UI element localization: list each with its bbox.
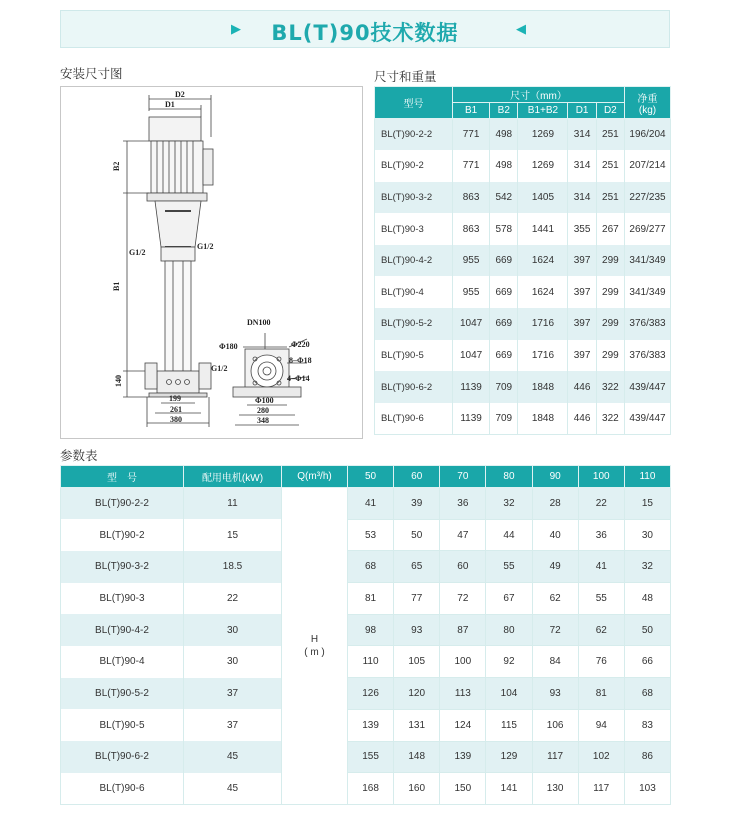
- head-unit-cell: [282, 488, 348, 805]
- b2-cell: 498: [490, 119, 518, 151]
- table-row: [375, 150, 671, 182]
- model-cell: BL(T)90-6: [61, 773, 184, 805]
- b1-cell: 863: [453, 182, 490, 214]
- b1-cell: 1047: [453, 308, 490, 340]
- table-row: [61, 551, 671, 583]
- head-value-cell: 139: [440, 741, 486, 773]
- b2-cell: 669: [490, 245, 518, 277]
- model-cell: BL(T)90-2-2: [375, 119, 453, 151]
- head-value-cell: 66: [624, 646, 670, 678]
- weight-cell: 269/277: [625, 213, 671, 245]
- head-value-cell: 87: [440, 614, 486, 646]
- head-value-cell: 44: [486, 519, 532, 551]
- head-value-cell: 40: [532, 519, 578, 551]
- label-261: 261: [170, 405, 182, 414]
- head-value-cell: 84: [532, 646, 578, 678]
- col-weight-header: [625, 87, 671, 119]
- label-g-right: G1/2: [197, 242, 214, 251]
- page-title: BL(T)90技术数据: [271, 21, 459, 45]
- table-row: [375, 403, 671, 435]
- b1-cell: 955: [453, 245, 490, 277]
- label-b2: B2: [112, 161, 121, 171]
- b1b2-cell: 1624: [518, 276, 568, 308]
- model-cell: BL(T)90-3-2: [61, 551, 184, 583]
- table-row: [61, 741, 671, 773]
- head-value-cell: 105: [394, 646, 440, 678]
- label-phi100: Φ100: [255, 396, 274, 405]
- d2-cell: 267: [596, 213, 624, 245]
- b2-cell: 578: [490, 213, 518, 245]
- weight-cell: 196/204: [625, 119, 671, 151]
- head-value-cell: 106: [532, 709, 578, 741]
- label-dn100: DN100: [247, 318, 271, 327]
- head-value-cell: 41: [348, 488, 394, 520]
- motor-cell: 37: [184, 678, 282, 710]
- b1-cell: 1139: [453, 403, 490, 435]
- d1-cell: 314: [568, 182, 596, 214]
- d2-cell: 322: [596, 403, 624, 435]
- model-cell: BL(T)90-2-2: [61, 488, 184, 520]
- head-value-cell: 55: [486, 551, 532, 583]
- head-value-cell: 129: [486, 741, 532, 773]
- table-row: [375, 340, 671, 372]
- head-value-cell: 53: [348, 519, 394, 551]
- label-phi220: Φ220: [291, 340, 310, 349]
- b1b2-cell: 1269: [518, 119, 568, 151]
- b1b2-cell: 1405: [518, 182, 568, 214]
- table-row: [61, 678, 671, 710]
- head-value-cell: 72: [532, 614, 578, 646]
- motor-cell: 45: [184, 773, 282, 805]
- head-value-cell: 102: [578, 741, 624, 773]
- weight-cell: 376/383: [625, 340, 671, 372]
- table-row: [375, 182, 671, 214]
- label-8-phi18: 8–Φ18: [289, 356, 312, 365]
- col-flow-60-header: 60: [394, 466, 440, 488]
- b1-cell: 863: [453, 213, 490, 245]
- label-d1: D1: [165, 100, 175, 109]
- b2-cell: 709: [490, 403, 518, 435]
- head-value-cell: 115: [486, 709, 532, 741]
- head-value-cell: 131: [394, 709, 440, 741]
- weight-header-label: 净重: [637, 93, 658, 105]
- motor-cell: 15: [184, 519, 282, 551]
- head-value-cell: 50: [624, 614, 670, 646]
- label-d2: D2: [175, 90, 185, 99]
- head-value-cell: 93: [394, 614, 440, 646]
- label-phi180: Φ180: [219, 342, 238, 351]
- d2-cell: 251: [596, 182, 624, 214]
- b2-cell: 669: [490, 308, 518, 340]
- model-cell: BL(T)90-2: [61, 519, 184, 551]
- head-value-cell: 50: [394, 519, 440, 551]
- head-value-cell: 48: [624, 583, 670, 615]
- model-cell: BL(T)90-6-2: [375, 371, 453, 403]
- col-flow-header: Q(m³/h): [282, 466, 348, 488]
- col-d2-header: D2: [596, 103, 624, 119]
- table-row: [375, 308, 671, 340]
- weight-cell: 207/214: [625, 150, 671, 182]
- model-cell: BL(T)90-4: [375, 276, 453, 308]
- col-model-header: 型号: [375, 87, 453, 119]
- table-row: [375, 213, 671, 245]
- b2-cell: 709: [490, 371, 518, 403]
- head-value-cell: 92: [486, 646, 532, 678]
- d1-cell: 314: [568, 119, 596, 151]
- label-280: 280: [257, 406, 269, 415]
- d1-cell: 355: [568, 213, 596, 245]
- head-value-cell: 28: [532, 488, 578, 520]
- arrow-right-icon: ▶: [231, 21, 241, 36]
- title-bar: [60, 10, 670, 48]
- col-d1-header: D1: [568, 103, 596, 119]
- table-row: [61, 773, 671, 805]
- col-flow-100-header: 100: [578, 466, 624, 488]
- model-cell: BL(T)90-6: [375, 403, 453, 435]
- head-value-cell: 104: [486, 678, 532, 710]
- head-value-cell: 103: [624, 773, 670, 805]
- d2-cell: 299: [596, 308, 624, 340]
- weight-cell: 439/447: [625, 371, 671, 403]
- b1-cell: 1139: [453, 371, 490, 403]
- motor-cell: 45: [184, 741, 282, 773]
- head-value-cell: 148: [394, 741, 440, 773]
- model-cell: BL(T)90-2: [375, 150, 453, 182]
- head-unit-suffix: ( m ): [304, 646, 325, 658]
- table-row: [61, 488, 671, 520]
- d1-cell: 446: [568, 371, 596, 403]
- d1-cell: 314: [568, 150, 596, 182]
- col-model-header: 型 号: [61, 466, 184, 488]
- d1-cell: 397: [568, 340, 596, 372]
- col-flow-70-header: 70: [440, 466, 486, 488]
- head-value-cell: 110: [348, 646, 394, 678]
- d2-cell: 299: [596, 276, 624, 308]
- weight-cell: 439/447: [625, 403, 671, 435]
- model-cell: BL(T)90-5: [375, 340, 453, 372]
- d2-cell: 299: [596, 245, 624, 277]
- motor-cell: 18.5: [184, 551, 282, 583]
- col-flow-80-header: 80: [486, 466, 532, 488]
- table-row: [61, 583, 671, 615]
- d1-cell: 397: [568, 276, 596, 308]
- label-348: 348: [257, 416, 269, 425]
- label-140: 140: [114, 375, 123, 387]
- model-cell: BL(T)90-3-2: [375, 182, 453, 214]
- model-cell: BL(T)90-3: [61, 583, 184, 615]
- table-row: [375, 245, 671, 277]
- b1b2-cell: 1848: [518, 403, 568, 435]
- head-value-cell: 68: [348, 551, 394, 583]
- d1-cell: 397: [568, 308, 596, 340]
- d2-cell: 251: [596, 119, 624, 151]
- install-dims-heading: 安装尺寸图: [60, 67, 123, 81]
- arrow-left-icon: ◀: [516, 21, 526, 36]
- head-value-cell: 32: [486, 488, 532, 520]
- head-value-cell: 150: [440, 773, 486, 805]
- head-unit-label: H: [310, 633, 319, 645]
- motor-cell: 11: [184, 488, 282, 520]
- head-value-cell: 100: [440, 646, 486, 678]
- head-value-cell: 81: [578, 678, 624, 710]
- model-cell: BL(T)90-5-2: [375, 308, 453, 340]
- head-value-cell: 168: [348, 773, 394, 805]
- head-value-cell: 80: [486, 614, 532, 646]
- head-value-cell: 15: [624, 488, 670, 520]
- table-row: [375, 276, 671, 308]
- model-cell: BL(T)90-3: [375, 213, 453, 245]
- head-value-cell: 93: [532, 678, 578, 710]
- b1b2-cell: 1716: [518, 340, 568, 372]
- table-row: [375, 119, 671, 151]
- b2-cell: 669: [490, 276, 518, 308]
- motor-cell: 37: [184, 709, 282, 741]
- head-value-cell: 22: [578, 488, 624, 520]
- b1-cell: 955: [453, 276, 490, 308]
- d2-cell: 299: [596, 340, 624, 372]
- col-size-header: 尺寸（mm）: [453, 87, 625, 103]
- col-flow-90-header: 90: [532, 466, 578, 488]
- label-199: 199: [169, 394, 181, 403]
- col-motor-header: 配用电机(kW): [184, 466, 282, 488]
- b1b2-cell: 1624: [518, 245, 568, 277]
- head-value-cell: 86: [624, 741, 670, 773]
- col-b1-b2-header: B1+B2: [518, 103, 568, 119]
- table-row: [61, 646, 671, 678]
- table-row: [61, 709, 671, 741]
- head-value-cell: 139: [348, 709, 394, 741]
- head-value-cell: 32: [624, 551, 670, 583]
- head-value-cell: 155: [348, 741, 394, 773]
- weight-cell: 376/383: [625, 308, 671, 340]
- head-value-cell: 76: [578, 646, 624, 678]
- b1-cell: 771: [453, 150, 490, 182]
- head-value-cell: 55: [578, 583, 624, 615]
- head-value-cell: 77: [394, 583, 440, 615]
- table-row: [61, 519, 671, 551]
- model-cell: BL(T)90-5: [61, 709, 184, 741]
- d2-cell: 322: [596, 371, 624, 403]
- head-value-cell: 94: [578, 709, 624, 741]
- b2-cell: 498: [490, 150, 518, 182]
- b1b2-cell: 1269: [518, 150, 568, 182]
- head-value-cell: 60: [440, 551, 486, 583]
- head-value-cell: 30: [624, 519, 670, 551]
- head-value-cell: 62: [578, 614, 624, 646]
- head-value-cell: 98: [348, 614, 394, 646]
- weight-cell: 227/235: [625, 182, 671, 214]
- head-value-cell: 62: [532, 583, 578, 615]
- motor-cell: 30: [184, 614, 282, 646]
- label-380: 380: [170, 415, 182, 424]
- head-value-cell: 81: [348, 583, 394, 615]
- col-b1-header: B1: [453, 103, 490, 119]
- label-b1: B1: [112, 281, 121, 291]
- weight-cell: 341/349: [625, 245, 671, 277]
- col-flow-50-header: 50: [348, 466, 394, 488]
- b1b2-cell: 1848: [518, 371, 568, 403]
- pump-drawing: [61, 87, 364, 440]
- b2-cell: 542: [490, 182, 518, 214]
- head-value-cell: 41: [578, 551, 624, 583]
- model-cell: BL(T)90-6-2: [61, 741, 184, 773]
- b1b2-cell: 1716: [518, 308, 568, 340]
- head-value-cell: 72: [440, 583, 486, 615]
- head-value-cell: 117: [532, 741, 578, 773]
- head-value-cell: 160: [394, 773, 440, 805]
- b1-cell: 771: [453, 119, 490, 151]
- params-table: [60, 465, 671, 805]
- b2-cell: 669: [490, 340, 518, 372]
- head-value-cell: 39: [394, 488, 440, 520]
- label-g-left: G1/2: [129, 248, 146, 257]
- model-cell: BL(T)90-5-2: [61, 678, 184, 710]
- head-value-cell: 124: [440, 709, 486, 741]
- dims-weight-heading: 尺寸和重量: [374, 70, 437, 84]
- head-value-cell: 120: [394, 678, 440, 710]
- table-row: [61, 614, 671, 646]
- head-value-cell: 141: [486, 773, 532, 805]
- d1-cell: 446: [568, 403, 596, 435]
- head-value-cell: 49: [532, 551, 578, 583]
- d1-cell: 397: [568, 245, 596, 277]
- col-flow-110-header: 110: [624, 466, 670, 488]
- installation-diagram: [60, 86, 363, 439]
- head-value-cell: 67: [486, 583, 532, 615]
- label-g-flange: G1/2: [211, 364, 228, 373]
- head-value-cell: 36: [440, 488, 486, 520]
- b1b2-cell: 1441: [518, 213, 568, 245]
- col-b2-header: B2: [490, 103, 518, 119]
- head-value-cell: 113: [440, 678, 486, 710]
- weight-cell: 341/349: [625, 276, 671, 308]
- head-value-cell: 68: [624, 678, 670, 710]
- table-row: [375, 371, 671, 403]
- model-cell: BL(T)90-4-2: [375, 245, 453, 277]
- head-value-cell: 65: [394, 551, 440, 583]
- params-heading: 参数表: [60, 449, 98, 463]
- motor-cell: 30: [184, 646, 282, 678]
- model-cell: BL(T)90-4-2: [61, 614, 184, 646]
- dims-weight-table: [374, 86, 671, 435]
- head-value-cell: 83: [624, 709, 670, 741]
- weight-header-unit: (kg): [638, 104, 657, 116]
- motor-cell: 22: [184, 583, 282, 615]
- head-value-cell: 130: [532, 773, 578, 805]
- head-value-cell: 47: [440, 519, 486, 551]
- head-value-cell: 36: [578, 519, 624, 551]
- head-value-cell: 117: [578, 773, 624, 805]
- model-cell: BL(T)90-4: [61, 646, 184, 678]
- d2-cell: 251: [596, 150, 624, 182]
- head-value-cell: 126: [348, 678, 394, 710]
- b1-cell: 1047: [453, 340, 490, 372]
- label-4-phi14: 4–Φ14: [287, 374, 310, 383]
